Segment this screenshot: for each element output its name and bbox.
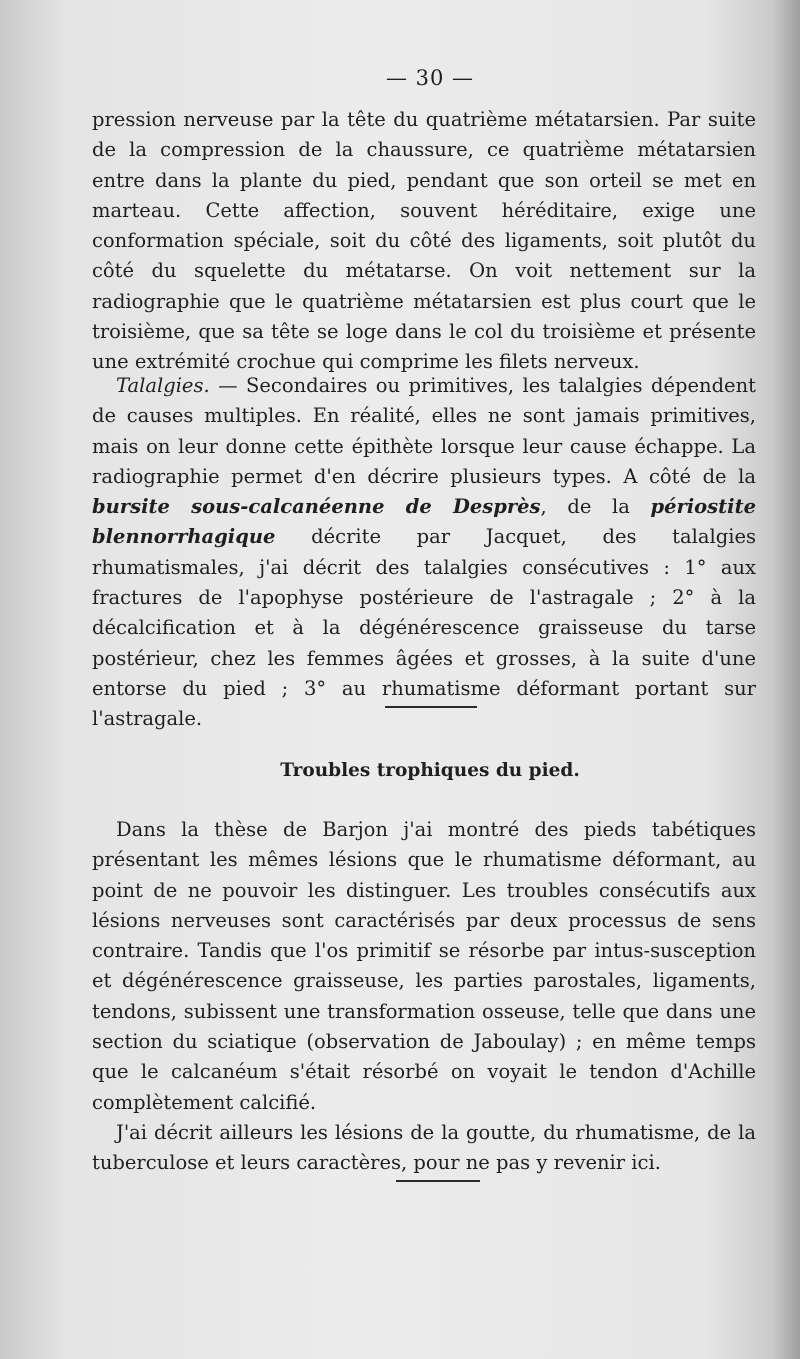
paragraph-talalgies bbox=[92, 371, 756, 735]
page-edge-shadow bbox=[772, 0, 800, 1359]
paragraph-text: J'ai décrit ailleurs les lésions de la goutte, du rhumatisme, de la tuberculose et leurs caractères, pour ne pas y revenir ici. bbox=[92, 1120, 756, 1175]
term-periostite: périostite blennorrhagique bbox=[92, 495, 756, 549]
paragraph-text: Dans la thèse de Barjon j'ai montré des pieds tabétiques présentant les mêmes lésions que le rhumatisme déformant, au point de ne pouvoir les distinguer. Les troubles consécutifs aux lésions nerveuses sont caractérisés par deux processus de sens contraire. Tandis que l'os primitif se résorbe par intus-susception et dégénérescence graisseuse, les parties parostales, ligaments, tendons, subissent une transformation osseuse, telle que dans une section du sciatique (observation de Jaboulay) ; en même temps que le calcanéum s'était résorbé on voyait le tendon d'Achille complètement calcifié. bbox=[92, 818, 756, 1114]
section-heading: Troubles trophiques du pied. bbox=[280, 760, 580, 781]
text-run: décrite par Jacquet, des talalgies rhumatismales, j'ai décrit des talalgies consécutives : 1° aux fractures de l'apophyse postérieure de l'astragale ; 2° à la décalcification et à la dégénérescence graisseuse du tarse postérieur, chez les femmes âgées et grosses, à la suite d'une entorse du pied ; 3° au rhumatisme déformant portant sur l'astragale. bbox=[92, 525, 756, 731]
page-number: — 30 — bbox=[385, 66, 475, 90]
term-bursite: bursite sous-calcanéenne de Desprès bbox=[92, 495, 541, 519]
paragraph-metatarsien bbox=[92, 105, 756, 378]
paragraph-text: pression nerveuse par la tête du quatrième métatarsien. Par suite de la compression de la chaussure, ce quatrième métatarsien entre dans la plante du pied, pendant que son orteil se met en marteau. Cette affection, souvent héréditaire, exige une conformation spéciale, soit du côté des ligaments, soit plutôt du côté du squelette du métatarse. On voit nettement sur la radiographie que le quatrième métatarsien est plus court que le troisième, que sa tête se loge dans le col du troisième et présente une extrémité crochue qui comprime les filets nerveux. bbox=[92, 108, 756, 374]
paragraph-troubles bbox=[92, 815, 756, 1179]
end-divider bbox=[396, 1180, 480, 1182]
text-run: , de la bbox=[540, 495, 651, 519]
paragraph-text bbox=[92, 371, 756, 735]
section-run-in-title: Talalgies. bbox=[116, 374, 210, 397]
section-divider bbox=[385, 706, 477, 708]
text-run: — Secondaires ou primitives, les talalgies dépendent de causes multiples. En réalité, elles ne sont jamais primitives, mais on leur donne cette épithète lorsque leur cause échappe. La radiographie permet d'en décrire plusieurs types. A côté de la bbox=[92, 374, 756, 488]
